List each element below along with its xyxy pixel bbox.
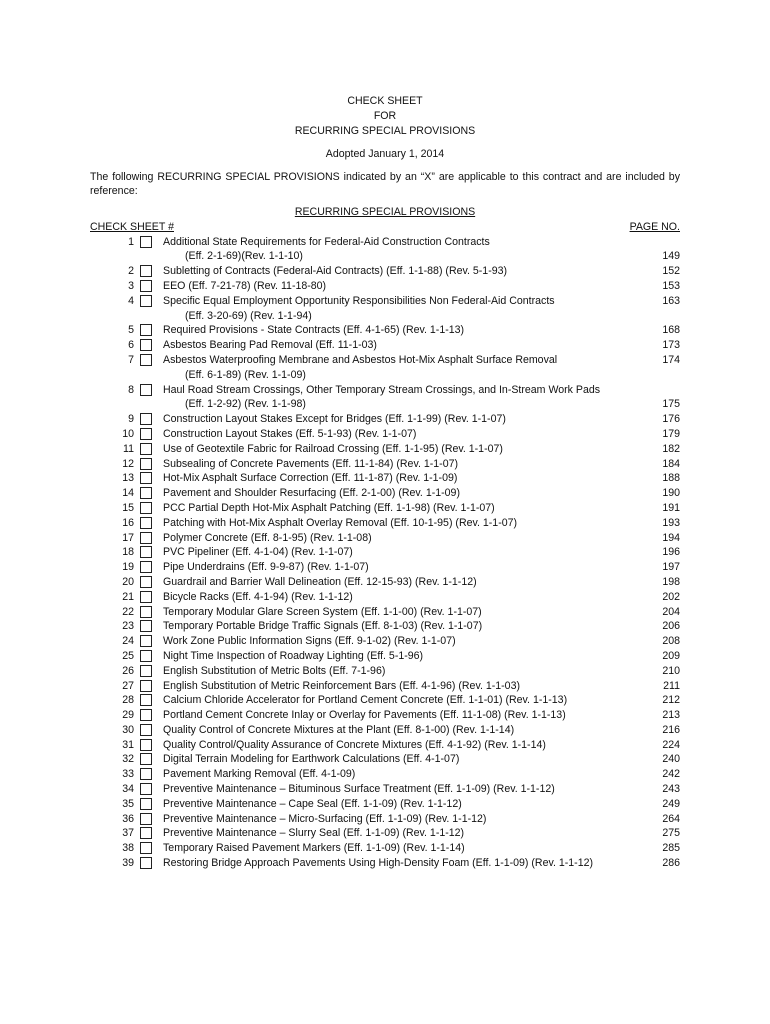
provision-checkbox[interactable] [140, 384, 152, 396]
provision-checkbox[interactable] [140, 546, 152, 558]
provision-page-number: 209 [662, 649, 680, 662]
provision-title: EEO (Eff. 7-21-78) (Rev. 11-18-80) [163, 279, 327, 292]
provision-page-number: 184 [662, 457, 680, 470]
provision-checkbox[interactable] [140, 458, 152, 470]
provision-checkbox[interactable] [140, 753, 152, 765]
provision-title: Night Time Inspection of Roadway Lighting (Eff. 5-1-96) [163, 649, 424, 662]
provision-checkbox[interactable] [140, 635, 152, 647]
adopted-date: Adopted January 1, 2014 [325, 148, 445, 160]
column-header-row [90, 220, 680, 235]
provision-checkbox[interactable] [140, 606, 152, 618]
provision-checkbox[interactable] [140, 783, 152, 795]
provision-title: Work Zone Public Information Signs (Eff. 9-1-02) (Rev. 1-1-07) [163, 635, 456, 648]
provision-page-number: 182 [662, 442, 680, 455]
page-number-header: PAGE NO. [629, 220, 680, 233]
provision-title: Digital Terrain Modeling for Earthwork Calculations (Eff. 4-1-07) [163, 753, 460, 766]
provision-title: Restoring Bridge Approach Pavements Using High-Density Foam (Eff. 1-1-09) (Rev. 1-1-12) [163, 857, 594, 870]
provision-number: 34 [122, 783, 134, 796]
provision-number: 29 [122, 709, 134, 722]
provision-page-number: 243 [662, 783, 680, 796]
provision-title: Preventive Maintenance – Cape Seal (Eff. 1-1-09) (Rev. 1-1-12) [163, 797, 462, 810]
provision-page-number: 240 [662, 753, 680, 766]
provision-page-number: 196 [662, 546, 680, 559]
provision-checkbox[interactable] [140, 339, 152, 351]
provision-number: 13 [122, 472, 134, 485]
provision-number: 18 [122, 546, 134, 559]
provision-item [90, 531, 680, 546]
provision-checkbox[interactable] [140, 354, 152, 366]
provision-title: Use of Geotextile Fabric for Railroad Crossing (Eff. 1-1-95) (Rev. 1-1-07) [163, 442, 503, 455]
provision-item [90, 841, 680, 856]
provision-number: 30 [122, 723, 134, 736]
provision-checkbox[interactable] [140, 650, 152, 662]
provision-title: Guardrail and Barrier Wall Delineation (Eff. 12-15-93) (Rev. 1-1-12) [163, 575, 477, 588]
provision-checkbox[interactable] [140, 591, 152, 603]
provision-page-number: 179 [662, 427, 680, 440]
provision-number: 11 [123, 442, 134, 455]
provision-title: Quality Control/Quality Assurance of Concrete Mixtures (Eff. 4-1-92) (Rev. 1-1-14) [163, 738, 546, 751]
provision-number: 6 [128, 339, 134, 352]
provision-item [90, 412, 680, 427]
provision-title: Polymer Concrete (Eff. 8-1-95) (Rev. 1-1-08) [163, 531, 372, 544]
provision-page-number: 275 [662, 827, 680, 840]
provision-page-number: 212 [662, 694, 680, 707]
provision-checkbox[interactable] [140, 739, 152, 751]
provision-number: 39 [122, 857, 134, 870]
provision-item [90, 679, 680, 694]
provision-number: 5 [128, 324, 134, 337]
provision-checkbox[interactable] [140, 265, 152, 277]
provision-number: 12 [122, 457, 134, 470]
provision-title: Preventive Maintenance – Slurry Seal (Eff. 1-1-09) (Rev. 1-1-12) [163, 827, 465, 840]
provision-number: 7 [128, 353, 134, 366]
provision-checkbox[interactable] [140, 561, 152, 573]
title-block [90, 94, 680, 139]
provision-item [90, 471, 680, 486]
provision-item [90, 590, 680, 605]
provision-item [90, 649, 680, 664]
provision-item [90, 427, 680, 442]
provision-title: Calcium Chloride Accelerator for Portland Cement Concrete (Eff. 1-1-01) (Rev. 1-1-13) [163, 694, 568, 707]
provision-number: 31 [122, 738, 134, 751]
provision-title: Asbestos Bearing Pad Removal (Eff. 11-1-03) [163, 339, 377, 352]
provision-checkbox[interactable] [140, 236, 152, 248]
provision-page-number: 204 [662, 605, 680, 618]
provision-number: 26 [122, 664, 134, 677]
title-line-1: CHECK SHEET [347, 95, 423, 107]
provision-item [90, 545, 680, 560]
provision-page-number: 208 [662, 635, 680, 648]
provision-item [90, 782, 680, 797]
provision-dates: (Eff. 1-2-92) (Rev. 1-1-98) [185, 398, 306, 411]
title-line-3: RECURRING SPECIAL PROVISIONS [294, 125, 476, 137]
provision-checkbox[interactable] [140, 413, 152, 425]
provision-dates: (Eff. 6-1-89) (Rev. 1-1-09) [185, 368, 306, 381]
provision-checkbox[interactable] [140, 502, 152, 514]
provision-checkbox[interactable] [140, 428, 152, 440]
provision-page-number: 249 [662, 797, 680, 810]
provision-page-number: 198 [662, 575, 680, 588]
provision-item [90, 575, 680, 590]
provision-number: 23 [122, 620, 134, 633]
provision-number: 24 [122, 635, 134, 648]
provision-title: Asbestos Waterproofing Membrane and Asbestos Hot-Mix Asphalt Surface Removal [163, 353, 558, 366]
provision-item [90, 738, 680, 753]
provision-page-number: 210 [662, 664, 680, 677]
provision-page-number: 168 [662, 324, 680, 337]
provision-number: 9 [128, 413, 134, 426]
provision-item [90, 752, 680, 767]
provision-checkbox[interactable] [140, 665, 152, 677]
provision-page-number: 190 [662, 487, 680, 500]
provision-item [90, 338, 680, 353]
provision-page-number: 224 [662, 738, 680, 751]
provision-item [90, 605, 680, 620]
provision-number: 35 [122, 797, 134, 810]
provision-item [90, 294, 680, 324]
provision-item [90, 767, 680, 782]
provision-page-number: 197 [662, 561, 680, 574]
provisions-list [90, 235, 680, 871]
provision-page-number: 174 [662, 353, 680, 366]
provision-title: PVC Pipeliner (Eff. 4-1-04) (Rev. 1-1-07) [163, 546, 353, 559]
provision-page-number: 285 [662, 842, 680, 855]
provision-page-number: 216 [662, 723, 680, 736]
provision-item [90, 279, 680, 294]
provision-title: Pavement Marking Removal (Eff. 4-1-09) [163, 768, 356, 781]
provision-number: 2 [128, 265, 134, 278]
provision-number: 20 [122, 575, 134, 588]
document-page [90, 94, 680, 871]
provision-item [90, 264, 680, 279]
provision-checkbox[interactable] [140, 487, 152, 499]
provision-title: Construction Layout Stakes (Eff. 5-1-93) (Rev. 1-1-07) [163, 427, 417, 440]
provision-title: PCC Partial Depth Hot-Mix Asphalt Patching (Eff. 1-1-98) (Rev. 1-1-07) [163, 501, 495, 514]
provision-title: Required Provisions - State Contracts (Eff. 4-1-65) (Rev. 1-1-13) [163, 324, 465, 337]
provision-number: 33 [122, 768, 134, 781]
provision-checkbox[interactable] [140, 680, 152, 692]
provision-item [90, 560, 680, 575]
provision-item [90, 812, 680, 827]
provision-item [90, 516, 680, 531]
provision-checkbox[interactable] [140, 472, 152, 484]
provision-item [90, 442, 680, 457]
provision-checkbox[interactable] [140, 620, 152, 632]
provision-number: 8 [128, 383, 134, 396]
provision-checkbox[interactable] [140, 709, 152, 721]
provision-page-number: 188 [662, 472, 680, 485]
provision-title: Haul Road Stream Crossings, Other Temporary Stream Crossings, and In-Stream Work Pads [163, 383, 601, 396]
provision-checkbox[interactable] [140, 532, 152, 544]
provision-checkbox[interactable] [140, 798, 152, 810]
provision-page-number: 264 [662, 812, 680, 825]
provision-item [90, 826, 680, 841]
provision-item [90, 353, 680, 383]
provision-title: Construction Layout Stakes Except for Bridges (Eff. 1-1-99) (Rev. 1-1-07) [163, 413, 506, 426]
provision-item [90, 457, 680, 472]
provision-page-number: 211 [663, 679, 680, 692]
provision-item [90, 856, 680, 871]
provision-title: Pavement and Shoulder Resurfacing (Eff. 2-1-00) (Rev. 1-1-09) [163, 487, 460, 500]
provision-number: 28 [122, 694, 134, 707]
provision-item [90, 383, 680, 413]
provision-page-number: 206 [662, 620, 680, 633]
provision-page-number: 191 [662, 501, 680, 514]
provision-page-number: 173 [662, 339, 680, 352]
provision-checkbox[interactable] [140, 280, 152, 292]
provision-title: Subletting of Contracts (Federal-Aid Contracts) (Eff. 1-1-88) (Rev. 5-1-93) [163, 265, 508, 278]
provision-title: English Substitution of Metric Bolts (Eff. 7-1-96) [163, 664, 386, 677]
provision-number: 36 [122, 812, 134, 825]
provision-number: 21 [122, 590, 134, 603]
provision-checkbox[interactable] [140, 768, 152, 780]
provision-title: Portland Cement Concrete Inlay or Overlay for Pavements (Eff. 11-1-08) (Rev. 1-1-13) [163, 709, 566, 722]
provision-item [90, 723, 680, 738]
provision-title: Quality Control of Concrete Mixtures at the Plant (Eff. 8-1-00) (Rev. 1-1-14) [163, 723, 515, 736]
provision-title: Pipe Underdrains (Eff. 9-9-87) (Rev. 1-1-07) [163, 561, 369, 574]
provision-page-number: 152 [662, 265, 680, 278]
provision-item [90, 797, 680, 812]
provision-page-number: 153 [662, 279, 680, 292]
provision-title: Temporary Portable Bridge Traffic Signals (Eff. 8-1-03) (Rev. 1-1-07) [163, 620, 483, 633]
provision-item [90, 619, 680, 634]
provision-checkbox[interactable] [140, 813, 152, 825]
provision-number: 25 [122, 649, 134, 662]
provision-number: 37 [122, 827, 134, 840]
provision-number: 10 [122, 427, 134, 440]
provision-number: 16 [122, 516, 134, 529]
provision-number: 17 [122, 531, 134, 544]
provision-item [90, 708, 680, 723]
section-title: RECURRING SPECIAL PROVISIONS [294, 205, 476, 218]
provision-title: Subsealing of Concrete Pavements (Eff. 11-1-84) (Rev. 1-1-07) [163, 457, 458, 470]
provision-number: 32 [122, 753, 134, 766]
provision-checkbox[interactable] [140, 694, 152, 706]
provision-page-number: 163 [662, 294, 680, 307]
provision-checkbox[interactable] [140, 842, 152, 854]
provision-number: 22 [122, 605, 134, 618]
provision-page-number: 242 [662, 768, 680, 781]
provision-title: Temporary Raised Pavement Markers (Eff. 1-1-09) (Rev. 1-1-14) [163, 842, 465, 855]
provision-item [90, 634, 680, 649]
provision-checkbox[interactable] [140, 443, 152, 455]
provision-checkbox[interactable] [140, 324, 152, 336]
provision-number: 14 [122, 487, 134, 500]
provision-title: Bicycle Racks (Eff. 4-1-94) (Rev. 1-1-12) [163, 590, 353, 603]
provision-checkbox[interactable] [140, 517, 152, 529]
provision-number: 19 [122, 561, 134, 574]
provision-number: 1 [128, 235, 134, 248]
provision-page-number: 286 [662, 857, 680, 870]
provision-page-number: 194 [662, 531, 680, 544]
provision-item [90, 664, 680, 679]
intro-paragraph: The following RECURRING SPECIAL PROVISIONS indicated by an “X” are applicable to this contract and are included by reference: [90, 170, 680, 198]
provision-number: 15 [122, 501, 134, 514]
provision-number: 27 [122, 679, 134, 692]
provision-checkbox[interactable] [140, 827, 152, 839]
provision-title: Specific Equal Employment Opportunity Responsibilities Non Federal-Aid Contracts [163, 294, 555, 307]
provision-page-number: 202 [662, 590, 680, 603]
provision-item [90, 235, 680, 265]
provision-page-number: 193 [662, 516, 680, 529]
provision-dates: (Eff. 3-20-69) (Rev. 1-1-94) [185, 309, 312, 322]
provision-number: 38 [122, 842, 134, 855]
provision-dates: (Eff. 2-1-69)(Rev. 1-1-10) [185, 250, 303, 263]
title-line-2: FOR [373, 110, 397, 122]
provision-title: English Substitution of Metric Reinforcement Bars (Eff. 4-1-96) (Rev. 1-1-03) [163, 679, 520, 692]
provision-item [90, 693, 680, 708]
provision-page-number: 176 [662, 413, 680, 426]
check-sheet-number-header: CHECK SHEET # [90, 220, 174, 233]
provision-checkbox[interactable] [140, 295, 152, 307]
provision-title: Additional State Requirements for Federal-Aid Construction Contracts [163, 235, 490, 248]
provision-title: Temporary Modular Glare Screen System (Eff. 1-1-00) (Rev. 1-1-07) [163, 605, 482, 618]
provision-item [90, 501, 680, 516]
provision-page-number: 175 [662, 398, 680, 411]
provision-checkbox[interactable] [140, 724, 152, 736]
provision-title: Hot-Mix Asphalt Surface Correction (Eff. 11-1-87) (Rev. 1-1-09) [163, 472, 458, 485]
provision-number: 3 [128, 279, 134, 292]
provision-checkbox[interactable] [140, 857, 152, 869]
provision-item [90, 323, 680, 338]
provision-checkbox[interactable] [140, 576, 152, 588]
provision-number: 4 [128, 294, 134, 307]
provision-page-number: 213 [662, 709, 680, 722]
provision-title: Preventive Maintenance – Micro-Surfacing (Eff. 1-1-09) (Rev. 1-1-12) [163, 812, 487, 825]
provision-page-number: 149 [662, 250, 680, 263]
provision-item [90, 486, 680, 501]
provision-title: Patching with Hot-Mix Asphalt Overlay Removal (Eff. 10-1-95) (Rev. 1-1-07) [163, 516, 518, 529]
provision-title: Preventive Maintenance – Bituminous Surface Treatment (Eff. 1-1-09) (Rev. 1-1-12) [163, 783, 555, 796]
